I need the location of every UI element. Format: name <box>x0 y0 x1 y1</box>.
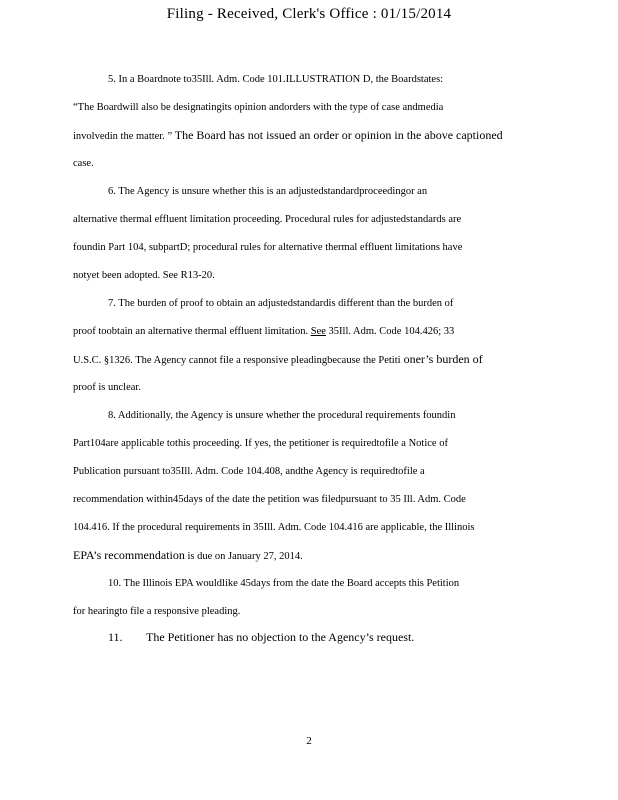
paragraph-5-line-3 <box>73 129 503 143</box>
paragraph-8-line-6-text-b: is due on January 27, 2014. <box>184 551 303 562</box>
page-number: 2 <box>306 735 312 747</box>
paragraph-7-line-3 <box>73 353 483 367</box>
paragraph-6-line-2: alternative thermal effluent limitation proceeding. Procedural rules for adjustedstandards are <box>73 214 462 225</box>
paragraph-7-line-2-text-a: proof toobtain an alternative thermal effluent limitation. <box>73 326 311 337</box>
paragraph-5-line-1: 5. In a Boardnote to35Ill. Adm. Code 101.ILLUSTRATION D, the Boardstates: <box>108 74 444 85</box>
paragraph-5-line-3-text-a: involvedin the matter. ” <box>73 131 173 142</box>
paragraph-5-line-2: “The Boardwill also be designatingits opinion andorders with the type of case andmedia <box>73 102 444 113</box>
paragraph-5-line-4: case. <box>73 158 94 169</box>
paragraph-8-line-1: 8. Additionally, the Agency is unsure whether the procedural requirements foundin <box>108 410 456 421</box>
paragraph-6-line-3: foundin Part 104, subpartD; procedural rules for alternative thermal effluent limitations have <box>73 242 463 253</box>
see-citation-signal: See <box>310 326 326 337</box>
paragraph-7-line-2-text-c: 35Ill. Adm. Code 104.426; 33 <box>325 326 455 337</box>
paragraph-8-line-6-text-a: EPA’s recommendation <box>73 548 185 562</box>
paragraph-6-line-1: 6. The Agency is unsure whether this is an adjustedstandardproceedingor an <box>108 186 428 197</box>
paragraph-8-line-4: recommendation within45days of the date the petition was filedpursuant to 35 Ill. Adm. Code <box>73 494 466 505</box>
filing-stamp-header: Filing - Received, Clerk's Office : 01/15/2014 <box>166 6 452 22</box>
paragraph-7-line-3-text-a: U.S.C. §1326. The Agency cannot file a responsive pleadingbecause the Petiti <box>73 355 401 366</box>
paragraph-11-number: 11. <box>108 630 123 644</box>
paragraph-11-text: The Petitioner has no objection to the Agency’s request. <box>146 630 415 644</box>
paragraph-6-line-4: notyet been adopted. See R13-20. <box>73 270 215 281</box>
paragraph-8-line-2: Part104are applicable tothis proceeding. If yes, the petitioner is requiredtofile a Notice of <box>73 438 448 449</box>
paragraph-10-line-2: for hearingto file a responsive pleading. <box>73 606 241 617</box>
paragraph-8-line-5: 104.416. If the procedural requirements in 35Ill. Adm. Code 104.416 are applicable, the Illinois <box>73 522 475 533</box>
paragraph-7-line-1: 7. The burden of proof to obtain an adjustedstandardis different than the burden of <box>108 298 454 309</box>
paragraph-8-line-6 <box>73 549 303 563</box>
paragraph-7-line-4: proof is unclear. <box>73 382 141 393</box>
paragraph-7-line-3-text-b: oner’s burden of <box>400 352 483 366</box>
paragraph-10-line-1: 10. The Illinois EPA wouldlike 45days from the date the Board accepts this Petition <box>108 578 460 589</box>
paragraph-8-line-3: Publication pursuant to35Ill. Adm. Code 104.408, andthe Agency is requiredtofile a <box>73 466 425 477</box>
paragraph-7-line-2 <box>73 325 454 338</box>
paragraph-5-line-3-text-b: The Board has not issued an order or opinion in the above captioned <box>174 128 503 142</box>
